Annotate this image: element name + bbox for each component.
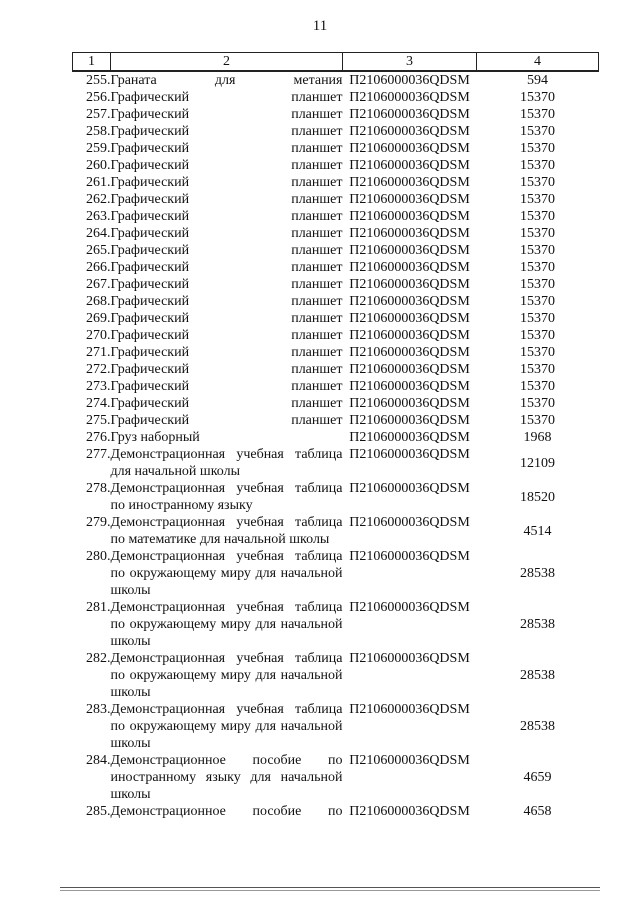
row-number: 277. xyxy=(86,447,111,462)
item-name: Графический планшет xyxy=(110,294,343,309)
item-name: Графический планшет xyxy=(110,311,343,326)
item-name: Демонстрационная учебная таблица по окружающему миру для начальной школы xyxy=(110,600,343,649)
item-code: П2106000036QDSM xyxy=(349,158,470,173)
row-number: 276. xyxy=(86,430,111,445)
table-row xyxy=(73,293,599,310)
item-name: Демонстрационная учебная таблица по окружающему миру для начальной школы xyxy=(110,651,343,700)
table-row xyxy=(73,89,599,106)
item-name: Графический планшет xyxy=(110,362,343,377)
item-code: П2106000036QDSM xyxy=(349,328,470,343)
row-number: 264. xyxy=(86,226,111,241)
item-code: П2106000036QDSM xyxy=(349,124,470,139)
row-number: 283. xyxy=(86,702,111,717)
table-row xyxy=(73,514,599,548)
item-name: Графический планшет xyxy=(110,124,343,139)
table-row xyxy=(73,123,599,140)
item-name: Графический планшет xyxy=(110,345,343,360)
table-row xyxy=(73,327,599,344)
table-row xyxy=(73,191,599,208)
item-price: 15370 xyxy=(520,362,555,377)
item-code: П2106000036QDSM xyxy=(349,651,470,666)
row-number: 269. xyxy=(86,311,111,326)
table-row xyxy=(73,276,599,293)
item-price: 15370 xyxy=(520,158,555,173)
table-row xyxy=(73,106,599,123)
table-row xyxy=(73,157,599,174)
item-name: Демонстрационное пособие по xyxy=(110,804,343,819)
item-name: Демонстрационное пособие по иностранному языку для начальной школы xyxy=(110,753,343,802)
item-price: 15370 xyxy=(520,90,555,105)
row-number: 270. xyxy=(86,328,111,343)
item-code: П2106000036QDSM xyxy=(349,396,470,411)
row-number: 259. xyxy=(86,141,111,156)
row-number: 262. xyxy=(86,192,111,207)
item-name: Графический планшет xyxy=(110,396,343,411)
row-number: 275. xyxy=(86,413,111,428)
item-name: Графический планшет xyxy=(110,107,343,122)
row-number: 278. xyxy=(86,481,111,496)
item-price: 28538 xyxy=(520,719,555,734)
item-code: П2106000036QDSM xyxy=(349,804,470,819)
table-row xyxy=(73,225,599,242)
row-number: 284. xyxy=(86,753,111,768)
item-price: 4514 xyxy=(523,523,552,539)
item-name: Графический планшет xyxy=(110,413,343,428)
page-number: 11 xyxy=(312,18,328,34)
table-row xyxy=(73,259,599,276)
item-price: 4659 xyxy=(523,770,552,785)
footer-rule xyxy=(60,887,600,888)
item-name: Графический планшет xyxy=(110,243,343,258)
item-price: 18520 xyxy=(520,489,555,505)
item-name: Графический планшет xyxy=(110,226,343,241)
item-name: Граната для метания xyxy=(110,73,343,88)
table-row xyxy=(73,599,599,650)
item-price: 15370 xyxy=(520,141,555,156)
row-number: 265. xyxy=(86,243,111,258)
item-price: 15370 xyxy=(520,175,555,190)
item-name: Графический планшет xyxy=(110,328,343,343)
item-name: Демонстрационная учебная таблица по математике для начальной школы xyxy=(110,515,343,547)
item-price: 15370 xyxy=(520,209,555,224)
item-name: Графический планшет xyxy=(110,158,343,173)
table-row xyxy=(73,412,599,429)
item-price: 15370 xyxy=(520,192,555,207)
item-code: П2106000036QDSM xyxy=(349,209,470,224)
row-number: 266. xyxy=(86,260,111,275)
table-row xyxy=(73,395,599,412)
item-code: П2106000036QDSM xyxy=(349,702,470,717)
item-price: 15370 xyxy=(520,243,555,258)
item-price: 594 xyxy=(527,73,548,88)
item-price: 15370 xyxy=(520,311,555,326)
item-code: П2106000036QDSM xyxy=(349,549,470,564)
item-code: П2106000036QDSM xyxy=(349,413,470,428)
item-code: П2106000036QDSM xyxy=(349,260,470,275)
item-code: П2106000036QDSM xyxy=(349,277,470,292)
table-row xyxy=(73,446,599,480)
item-code: П2106000036QDSM xyxy=(349,175,470,190)
table-row xyxy=(73,548,599,599)
table-row xyxy=(73,140,599,157)
row-number: 271. xyxy=(86,345,111,360)
item-code: П2106000036QDSM xyxy=(349,226,470,241)
item-code: П2106000036QDSM xyxy=(349,90,470,105)
item-price: 15370 xyxy=(520,345,555,360)
column-header-2: 2 xyxy=(111,53,343,72)
item-name: Графический планшет xyxy=(110,90,343,105)
item-price: 15370 xyxy=(520,379,555,394)
item-name: Груз наборный xyxy=(110,430,200,445)
item-name: Демонстрационная учебная таблица по иностранному языку xyxy=(110,481,343,513)
table-row xyxy=(73,174,599,191)
item-code: П2106000036QDSM xyxy=(349,753,470,768)
table-body xyxy=(73,71,599,820)
item-price: 28538 xyxy=(520,668,555,683)
row-number: 274. xyxy=(86,396,111,411)
row-number: 282. xyxy=(86,651,111,666)
item-name: Графический планшет xyxy=(110,379,343,394)
item-name: Графический планшет xyxy=(110,192,343,207)
item-code: П2106000036QDSM xyxy=(349,107,470,122)
row-number: 256. xyxy=(86,90,111,105)
table-row xyxy=(73,378,599,395)
item-code: П2106000036QDSM xyxy=(349,379,470,394)
table-row xyxy=(73,208,599,225)
row-number: 268. xyxy=(86,294,111,309)
table-row xyxy=(73,310,599,327)
item-code: П2106000036QDSM xyxy=(349,481,470,496)
item-code: П2106000036QDSM xyxy=(349,362,470,377)
row-number: 255. xyxy=(86,73,111,88)
row-number: 272. xyxy=(86,362,111,377)
item-name: Графический планшет xyxy=(110,141,343,156)
item-name: Графический планшет xyxy=(110,175,343,190)
registry-table xyxy=(72,52,599,820)
item-name: Демонстрационная учебная таблица по окружающему миру для начальной школы xyxy=(110,549,343,598)
item-name: Графический планшет xyxy=(110,277,343,292)
item-price: 28538 xyxy=(520,617,555,632)
item-price: 4658 xyxy=(523,804,552,819)
table-row xyxy=(73,429,599,446)
column-header-4: 4 xyxy=(477,53,599,72)
item-price: 15370 xyxy=(520,396,555,411)
item-code: П2106000036QDSM xyxy=(349,243,470,258)
table-row xyxy=(73,344,599,361)
item-code: П2106000036QDSM xyxy=(349,430,470,445)
item-price: 15370 xyxy=(520,226,555,241)
item-code: П2106000036QDSM xyxy=(349,447,470,462)
item-code: П2106000036QDSM xyxy=(349,192,470,207)
item-code: П2106000036QDSM xyxy=(349,141,470,156)
item-price: 12109 xyxy=(520,455,555,471)
item-price: 15370 xyxy=(520,328,555,343)
table-row xyxy=(73,71,599,89)
item-name: Графический планшет xyxy=(110,260,343,275)
table-row xyxy=(73,480,599,514)
item-price: 15370 xyxy=(520,107,555,122)
item-code: П2106000036QDSM xyxy=(349,294,470,309)
row-number: 257. xyxy=(86,107,111,122)
table-row xyxy=(73,650,599,701)
table-row xyxy=(73,361,599,378)
item-name: Демонстрационная учебная таблица по окружающему миру для начальной школы xyxy=(110,702,343,751)
item-name: Графический планшет xyxy=(110,209,343,224)
row-number: 280. xyxy=(86,549,111,564)
item-code: П2106000036QDSM xyxy=(349,600,470,615)
item-price: 15370 xyxy=(520,124,555,139)
row-number: 281. xyxy=(86,600,111,615)
row-number: 258. xyxy=(86,124,111,139)
row-number: 261. xyxy=(86,175,111,190)
item-price: 1968 xyxy=(523,430,552,445)
item-price: 15370 xyxy=(520,294,555,309)
item-price: 15370 xyxy=(520,260,555,275)
item-name: Демонстрационная учебная таблица для начальной школы xyxy=(110,447,343,479)
column-header-1: 1 xyxy=(73,53,111,72)
row-number: 263. xyxy=(86,209,111,224)
row-number: 260. xyxy=(86,158,111,173)
row-number: 267. xyxy=(86,277,111,292)
item-code: П2106000036QDSM xyxy=(349,311,470,326)
table-row xyxy=(73,752,599,803)
item-code: П2106000036QDSM xyxy=(349,345,470,360)
item-code: П2106000036QDSM xyxy=(349,515,470,530)
row-number: 279. xyxy=(86,515,111,530)
table-row xyxy=(73,701,599,752)
column-header-3: 3 xyxy=(343,53,477,72)
item-code: П2106000036QDSM xyxy=(349,73,470,88)
row-number: 285. xyxy=(86,804,111,819)
item-price: 15370 xyxy=(520,413,555,428)
item-price: 28538 xyxy=(520,566,555,581)
table-row xyxy=(73,803,599,820)
item-price: 15370 xyxy=(520,277,555,292)
footer-rule-secondary xyxy=(60,890,600,891)
table-header xyxy=(73,53,599,72)
table-row xyxy=(73,242,599,259)
row-number: 273. xyxy=(86,379,111,394)
